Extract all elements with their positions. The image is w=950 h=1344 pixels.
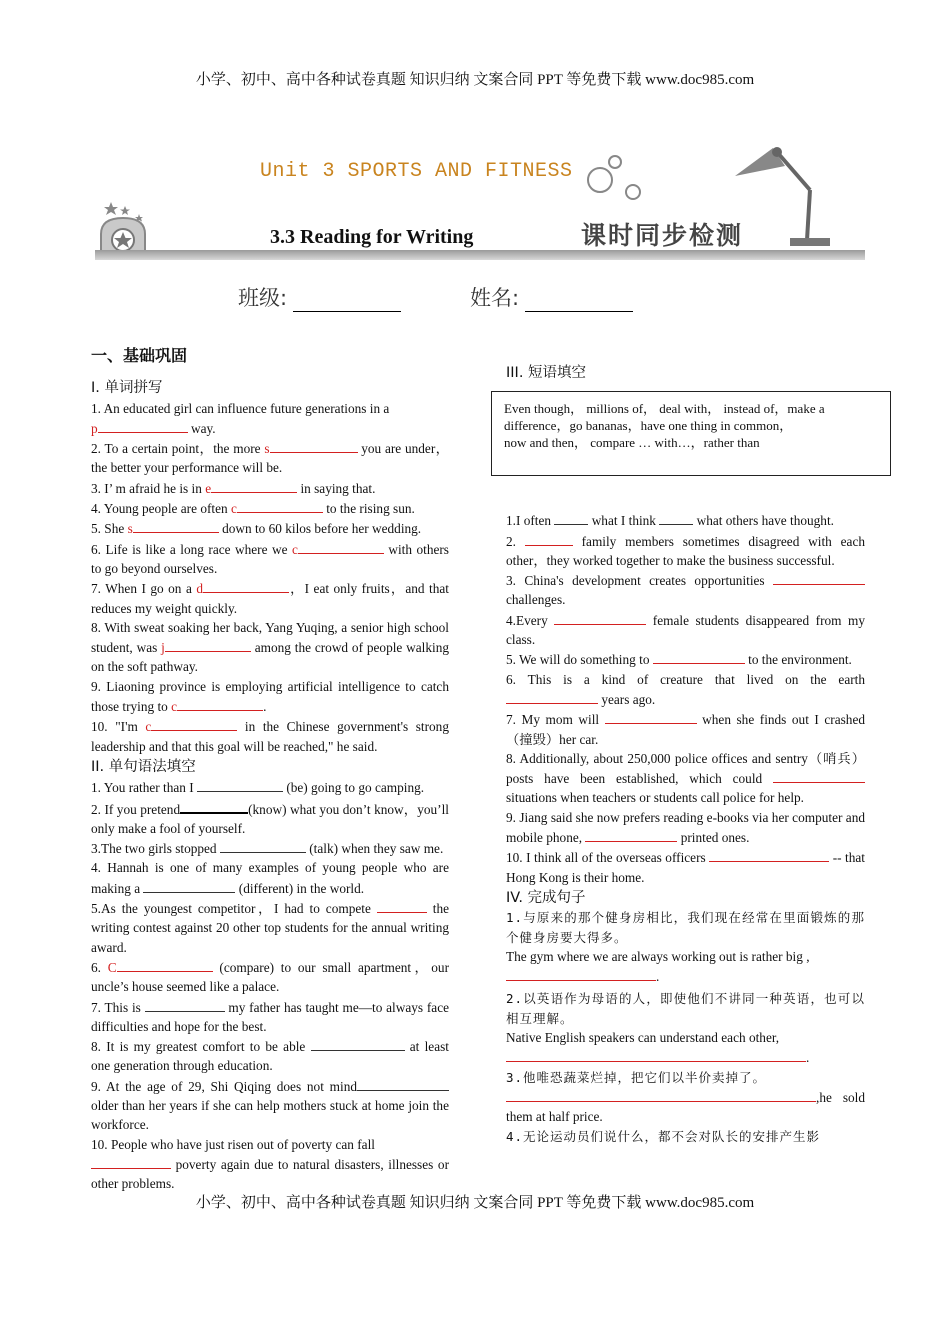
p3-q4: 4.Every female students disappeared from my class. <box>506 610 865 650</box>
p1-q2: 2. To a certain point，the more s you are under，the better your performance will be. <box>91 438 449 478</box>
p2-q7: 7. This is my father has taught me—to always face difficulties and hope for the best. <box>91 997 449 1037</box>
p2-q2: 2. If you pretend (know) what you don’t know，you’ll only make a fool of yourself. <box>91 798 449 839</box>
tagline: 课时同步检测 <box>581 221 744 250</box>
answer-blank[interactable] <box>91 1154 171 1169</box>
answer-blank[interactable] <box>177 696 263 711</box>
name-field[interactable] <box>470 282 633 312</box>
p3-q3: 3. China's development creates opportunities challenges. <box>506 570 865 610</box>
p4-q4-cn: 4.无论运动员们说什么，都不会对队长的安排产生影 <box>506 1128 821 1144</box>
p3-q8: 8. Additionally, about 250,000 police offices and sentry（哨兵）posts have been established, which could situations when teachers or students call police for help. <box>506 750 865 806</box>
phrase-list-line1: Even though， millions of， deal with， instead of，make a difference，go bananas，have one thing in common， <box>504 401 825 434</box>
p3-q6: 6. This is a kind of creature that lived on the earth years ago. <box>506 671 865 707</box>
answer-blank[interactable] <box>506 689 598 704</box>
p4-q1-cn: 1.与原来的那个健身房相比，我们现在经常在里面锻炼的那个健身房要大得多。 <box>506 910 865 945</box>
p3-q5: 5. We will do something to to the environment. <box>506 649 865 669</box>
p2-q9: 9. At the age of 29, Shi Qiqing does not mind older than her years if she can help mothers stuck at home join the workforce. <box>91 1076 449 1135</box>
class-blank[interactable] <box>293 289 401 312</box>
answer-blank[interactable] <box>197 777 283 792</box>
name-label: 姓名: <box>470 286 520 310</box>
answer-blank[interactable] <box>98 418 188 433</box>
answer-blank[interactable] <box>653 649 745 664</box>
answer-blank[interactable] <box>237 498 323 513</box>
p1-q8: 8. With sweat soaking her back, Yang Yuqing, a senior high school student, was j among the crowd of people walking on the soft pathway. <box>91 619 450 675</box>
phrase-box <box>491 391 891 476</box>
answer-blank[interactable] <box>270 438 358 453</box>
answer-blank[interactable] <box>203 578 289 593</box>
answer-blank[interactable] <box>659 510 693 525</box>
header-divider <box>95 250 865 260</box>
answer-blank[interactable] <box>605 709 697 724</box>
answer-blank[interactable] <box>117 957 213 972</box>
answer-blank[interactable] <box>133 518 219 533</box>
p2-q1: 1. You rather than I (be) going to go camping. <box>91 777 449 797</box>
p3-q10: 10. I think all of the overseas officers -- that Hong Kong is their home. <box>506 847 865 887</box>
answer-blank[interactable] <box>357 1076 449 1091</box>
part4-title: IV. 完成句子 <box>506 889 586 906</box>
p2-q3: 3.The two girls stopped (talk) when they saw me. <box>91 838 449 858</box>
name-blank[interactable] <box>525 289 633 312</box>
p1-q10: 10. "I'm c in the Chinese government's strong leadership and that this goal will be reached," he said. <box>91 716 449 756</box>
p4-q1-en: The gym where we are always working out is rather big , . <box>506 948 810 985</box>
p1-q6: 6. Life is like a long race where we c with others to go beyond ourselves. <box>91 539 449 579</box>
answer-blank[interactable] <box>377 898 427 913</box>
answer-blank[interactable] <box>554 510 588 525</box>
p3-q9: 9. Jiang said she now prefers reading e-books via her computer and mobile phone, printed ones. <box>506 809 865 846</box>
answer-blank[interactable] <box>180 798 248 814</box>
lesson-title: 3.3 Reading for Writing <box>270 226 474 248</box>
p1-q3: 3. I’ m afraid he is in e in saying that. <box>91 478 449 498</box>
p1-q5: 5. She s down to 60 kilos before her wedding. <box>91 518 449 538</box>
answer-blank[interactable] <box>506 966 656 981</box>
p2-q8: 8. It is my greatest comfort to be able at least one generation through education. <box>91 1036 449 1076</box>
answer-blank[interactable] <box>773 570 865 585</box>
p4-q2-cn: 2.以英语作为母语的人，即使他们不讲同一种英语，也可以相互理解。 <box>506 991 865 1026</box>
p4-q3-cn: 3.他唯恐蔬菜烂掉，把它们以半价卖掉了。 <box>506 1069 767 1085</box>
answer-blank[interactable] <box>585 827 677 842</box>
p3-q7: 7. My mom will when she finds out I crashed（撞毁）her car. <box>506 709 865 749</box>
answer-blank[interactable] <box>525 531 573 546</box>
unit-title: Unit 3 SPORTS AND FITNESS <box>260 160 573 183</box>
part3-title: III. 短语填空 <box>506 365 587 381</box>
p1-q7: 7. When I go on a d ，I eat only fruits，and that reduces my weight quickly. <box>91 578 449 618</box>
p1-q1: 1. An educated girl can influence future generations in a p way. <box>91 400 390 436</box>
p2-q5: 5.As the youngest competitor，I had to compete the writing contest against 20 other top students for the annual writing award. <box>91 898 449 957</box>
part2-title: II. 单句语法填空 <box>91 758 196 775</box>
answer-blank[interactable] <box>298 539 384 554</box>
class-field[interactable] <box>238 282 401 312</box>
part1-title: I. 单词拼写 <box>91 380 163 397</box>
p2-q10: 10. People who have just risen out of poverty can fall poverty again due to natural disasters, illnesses or other problems. <box>91 1136 449 1192</box>
p1-q4: 4. Young people are often c to the rising sun. <box>91 498 449 518</box>
answer-blank[interactable] <box>211 478 297 493</box>
p3-q2: 2. family members sometimes disagreed with each other，they worked together to make the business successful. <box>506 531 865 571</box>
p2-q4: 4. Hannah is one of many examples of young people who are making a (different) in the world. <box>91 860 449 896</box>
answer-blank[interactable] <box>145 997 225 1012</box>
phrase-list-line2: now and then， compare … with…，rather than <box>504 435 760 451</box>
answer-blank[interactable] <box>709 847 829 862</box>
p2-q6: 6. C (compare) to our small apartment，our uncle’s house seemed like a palace. <box>91 957 449 997</box>
p4-q3-en: ,he sold them at half price. <box>506 1087 865 1127</box>
left-column <box>91 346 449 1193</box>
answer-blank[interactable] <box>311 1036 405 1051</box>
answer-blank[interactable] <box>151 716 237 731</box>
p1-q9: 9. Liaoning province is employing artificial intelligence to catch those trying to c . <box>91 678 449 715</box>
section-basic: 一、基础巩固 <box>91 346 188 365</box>
class-label: 班级: <box>238 286 288 310</box>
answer-blank[interactable] <box>554 610 646 625</box>
answer-blank[interactable] <box>165 637 251 652</box>
answer-blank[interactable] <box>506 1087 816 1102</box>
worksheet-header <box>95 140 865 265</box>
answer-blank[interactable] <box>143 878 235 893</box>
answer-blank[interactable] <box>220 838 306 853</box>
top-banner: 小学、初中、高中各种试卷真题 知识归纳 文案合同 PPT 等免费下载 www.doc985.com <box>195 72 755 88</box>
answer-blank[interactable] <box>506 1047 806 1062</box>
answer-blank[interactable] <box>773 768 865 783</box>
right-column <box>506 343 865 1146</box>
p3-q1: 1.I often what I think what others have thought. <box>506 510 865 530</box>
bottom-banner: 小学、初中、高中各种试卷真题 知识归纳 文案合同 PPT 等免费下载 www.doc985.com <box>195 1195 755 1211</box>
p4-q2-en: Native English speakers can understand each other, . <box>506 1030 810 1066</box>
